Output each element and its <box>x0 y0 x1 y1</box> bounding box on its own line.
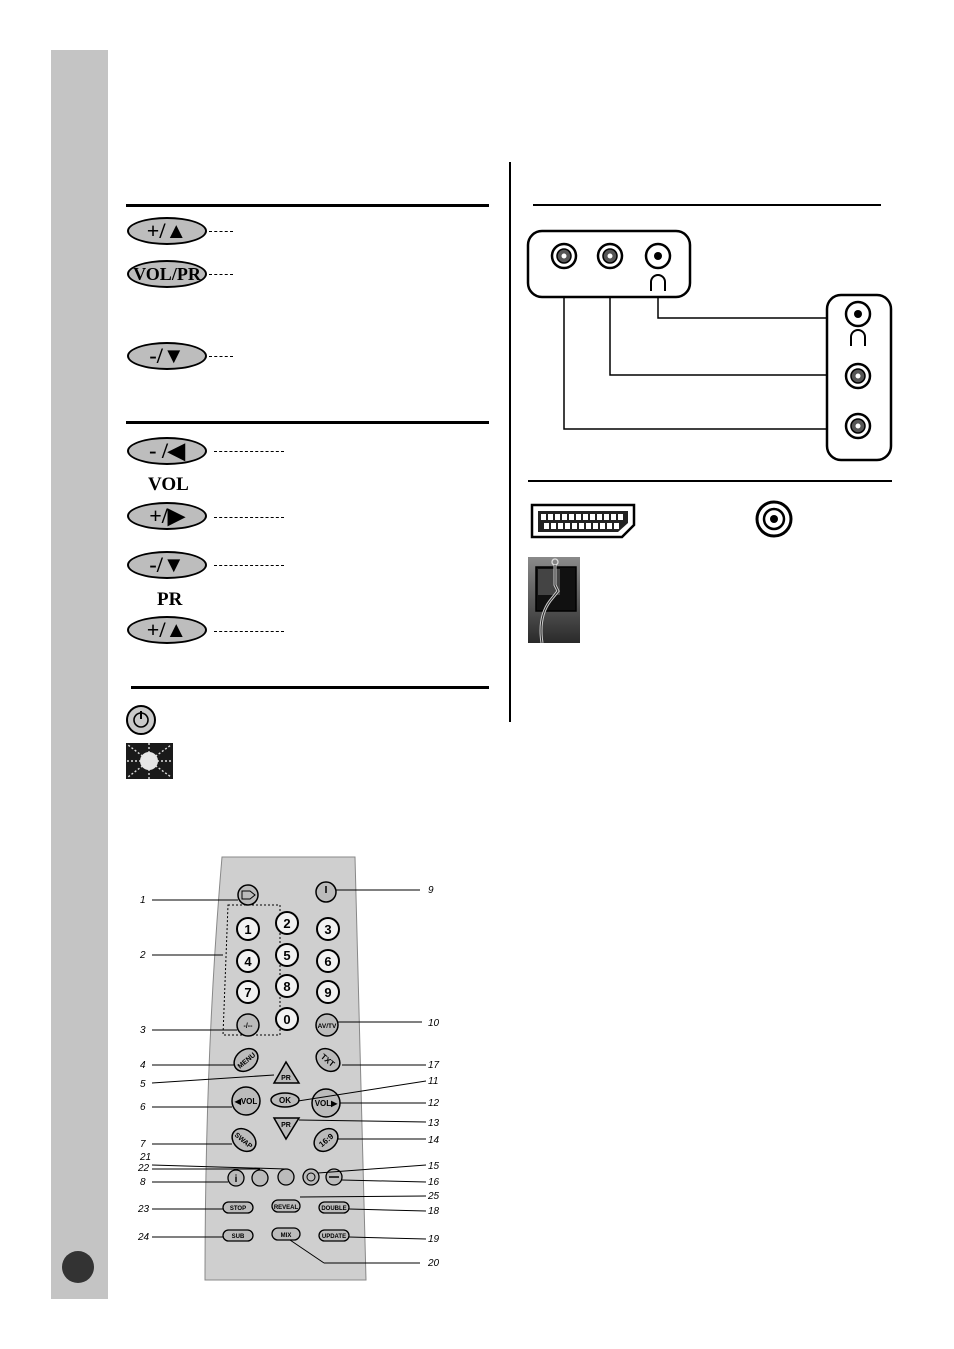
vol-left-label: ◀VOL <box>234 1097 258 1106</box>
double-label: DOUBLE <box>321 1206 347 1212</box>
leader-line <box>209 274 233 275</box>
digit-5-label: 5 <box>283 948 291 963</box>
section-rule-1 <box>126 204 489 207</box>
page-marker-dot <box>62 1251 94 1283</box>
digit-4-label: 4 <box>244 954 252 969</box>
timer-button <box>303 1169 319 1185</box>
plus-up-key: +/▲ <box>127 217 207 245</box>
leader-line <box>214 517 284 518</box>
callout-12: 12 <box>428 1098 440 1109</box>
callout-10: 10 <box>428 1018 440 1029</box>
connection-diagram <box>525 228 895 464</box>
ratio-label: 16:9 <box>317 1131 336 1149</box>
side-band <box>51 50 108 1299</box>
callout-5: 5 <box>140 1079 146 1090</box>
callout-2: 2 <box>140 950 146 961</box>
callout-20: 20 <box>428 1258 440 1269</box>
callout-1: 1 <box>140 895 146 906</box>
scart-connector-icon <box>530 503 636 539</box>
mix-label: MIX <box>280 1233 292 1239</box>
callout-16: 16 <box>428 1177 440 1188</box>
callout-4: 4 <box>140 1060 146 1071</box>
section-rule-2 <box>126 421 489 424</box>
sub-label: SUB <box>231 1234 245 1240</box>
callout-11: 11 <box>428 1076 439 1087</box>
ok-label: OK <box>279 1096 291 1105</box>
pr-label: PR <box>157 589 183 610</box>
digit-6-label: 6 <box>324 954 332 969</box>
callout-24: 24 <box>138 1232 150 1243</box>
standby-led-icon <box>126 743 173 779</box>
dash-label: -/-- <box>243 1023 253 1030</box>
digit-2-label: 2 <box>283 916 291 931</box>
pr-up-label: PR <box>281 1075 291 1082</box>
antenna-socket-icon <box>754 499 794 539</box>
callout-19: 19 <box>428 1234 440 1245</box>
callout-7: 7 <box>140 1139 146 1150</box>
section-rule-right-2 <box>528 480 892 482</box>
reveal-label: REVEAL <box>273 1205 299 1211</box>
pr-minus-down-key: -/▼ <box>127 551 207 579</box>
remote-control-diagram <box>130 855 450 1285</box>
callout-9: 9 <box>428 885 434 896</box>
callout-13: 13 <box>428 1118 440 1129</box>
digit-7-label: 7 <box>244 985 252 1000</box>
swap-label: SWAP <box>232 1131 254 1151</box>
leader-line <box>214 631 284 632</box>
av-tv-label: AV/TV <box>317 1023 337 1030</box>
vol-label: VOL <box>148 474 189 495</box>
digit-1-label: 1 <box>244 922 252 937</box>
minus-down-key: -/▼ <box>127 342 207 370</box>
leader-line <box>209 231 233 232</box>
column-divider <box>509 162 511 722</box>
txt-label: TXT <box>318 1052 337 1069</box>
power-icon <box>125 704 157 736</box>
callout-15: 15 <box>428 1161 440 1172</box>
plus-right-key: +/▶ <box>127 502 207 530</box>
callout-8: 8 <box>140 1177 146 1188</box>
menu-label: MENU <box>236 1051 258 1071</box>
digit-0-label: 0 <box>283 1012 291 1027</box>
callout-3: 3 <box>140 1025 146 1036</box>
minus-left-key: - /◀ <box>127 437 207 465</box>
callout-14: 14 <box>428 1135 440 1146</box>
callout-18: 18 <box>428 1206 440 1217</box>
callout-17: 17 <box>428 1060 440 1071</box>
leader-line <box>214 451 284 452</box>
vol-pr-key: VOL/PR <box>127 260 207 288</box>
section-rule-right-1 <box>533 204 881 206</box>
callout-25: 25 <box>428 1191 440 1202</box>
info-label: i <box>234 1174 238 1185</box>
stop-label: STOP <box>229 1206 247 1212</box>
digit-3-label: 3 <box>324 922 332 937</box>
callout-23: 23 <box>138 1204 150 1215</box>
red-key-button <box>252 1170 268 1186</box>
callout-22: 22 <box>138 1163 150 1174</box>
leader-line <box>214 565 284 566</box>
digit-8-label: 8 <box>283 979 291 994</box>
pr-down-label: PR <box>281 1122 291 1129</box>
digit-9-label: 9 <box>324 985 332 1000</box>
callout-6: 6 <box>140 1102 146 1113</box>
pr-plus-up-key: +/▲ <box>127 616 207 644</box>
section-rule-3 <box>131 686 489 689</box>
leader-line <box>209 356 233 357</box>
green-key-button <box>278 1169 294 1185</box>
vol-right-label: VOL▶ <box>314 1099 338 1108</box>
callout-21: 21 <box>140 1152 152 1163</box>
update-label: UPDATE <box>321 1234 347 1240</box>
headphone-jack-photo <box>528 557 580 643</box>
